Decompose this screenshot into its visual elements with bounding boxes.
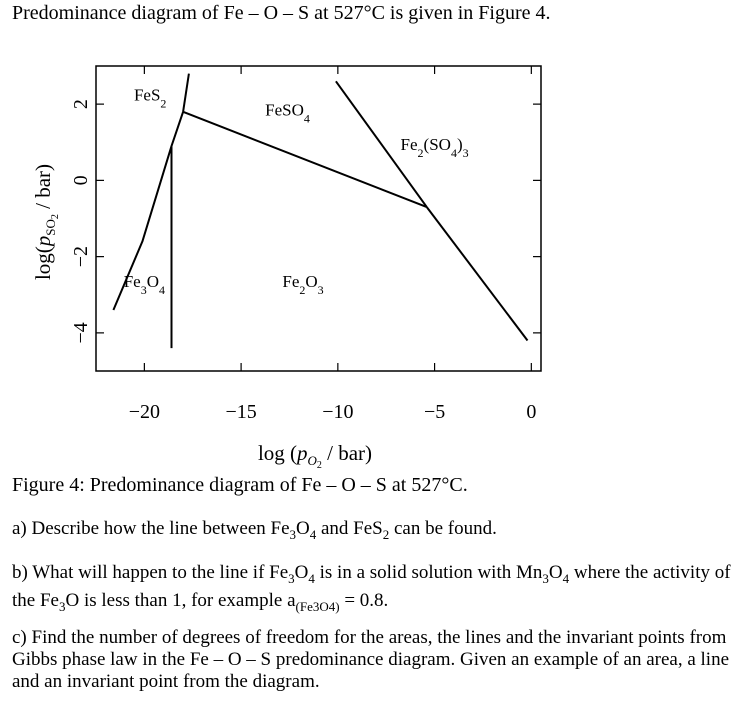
- y-tick-label: −4: [70, 322, 92, 344]
- y-tick-label: 2: [70, 99, 92, 110]
- x-tick-label: −15: [225, 401, 257, 423]
- region-label: $Fe_2O_3$: [282, 272, 324, 298]
- region-label: FeS$_2$: [133, 85, 167, 111]
- boundary-feso4-fe2o3: [183, 112, 427, 207]
- x-axis-label: $\log (p_O2 / bar)$: [257, 441, 373, 470]
- y-axis-label: $\log(p_{SO}2 / bar)$: [31, 163, 61, 281]
- boundary-fes2-feso4: [183, 74, 189, 112]
- figure-caption: Figure 4: Predominance diagram of Fe – O – S at 527°C.: [12, 474, 468, 496]
- region-label: $Fe_2(SO_4)_3$: [400, 134, 469, 160]
- plot-frame: [96, 66, 541, 371]
- x-tick-label: −20: [128, 401, 161, 423]
- x-tick-label: −5: [423, 401, 446, 423]
- region-label: FeSO$_4$: [265, 100, 310, 126]
- boundary-fe2o3-fe2-so4-3: [427, 207, 528, 340]
- question-a: a) Describe how the line between $Fe_3O_4$ and FeS$_2$ can be found.: [12, 518, 497, 542]
- question-b: b) What will happen to the line if $Fe_3O_4$ is in a solid solution with $Mn_3O_4$ where the activity of the $Fe_3O$ is less than 1, for example $a_{(Fe3O4)} = 0.8$.: [12, 562, 731, 614]
- axis-ticks: [96, 66, 541, 371]
- intro-text: Predominance diagram of Fe – O – S at 527°C is given in Figure 4.: [12, 2, 551, 24]
- phase-boundaries: [113, 74, 527, 349]
- y-tick-label: −2: [70, 245, 92, 268]
- region-label: $Fe_3O_4$: [123, 272, 166, 298]
- region-labels: [124, 85, 469, 297]
- y-tick-label: 0: [70, 175, 92, 186]
- x-tick-label: 0: [526, 401, 537, 423]
- question-c: c) Find the number of degrees of freedom for the areas, the lines and the invariant points from Gibbs phase law in the Fe – O – S predominance diagram. Given an example of an area, a line and an invariant point from the diagram.: [12, 627, 730, 692]
- x-tick-label: −10: [322, 401, 354, 423]
